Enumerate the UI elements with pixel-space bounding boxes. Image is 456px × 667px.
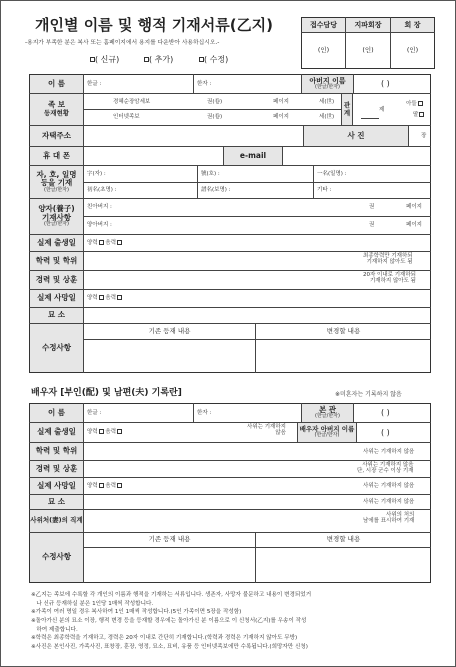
checkbox-icon — [117, 295, 122, 300]
branch-1-gen[interactable]: 세(世) — [319, 99, 335, 105]
photo-label: 사 진 — [347, 130, 365, 140]
ho-field[interactable]: 號(호) : — [201, 171, 220, 177]
name-label: 이 름 — [47, 78, 66, 88]
revision-label: 수정사항 — [42, 342, 71, 352]
adopt-father-vol[interactable]: 권 — [369, 222, 375, 228]
spouse-birth-note: 사위는 기재하지 않음 — [247, 424, 286, 437]
birth-label: 실제 출생일 — [37, 237, 76, 247]
spouse-death-note: 사위는 기재하지 않음 — [363, 483, 415, 489]
spouse-education-note: 사위는 기재하지 않음 — [363, 449, 415, 455]
grave-label: 묘 소 — [47, 310, 66, 320]
footnote-line: ※학력은 최종학력을 기재하고, 경력은 20자 이내로 간단히 기재합니다.(학력과 경력은 기재하지 않아도 무방) — [31, 635, 298, 642]
branch-1-name: 경혜순장암세보 — [113, 99, 151, 105]
checkbox-icon — [117, 483, 122, 488]
birth-calendar[interactable]: 양력 음력 — [87, 240, 122, 246]
spouse-title: 배우자 [부인(配) 및 남편(夫) 기록란] — [31, 388, 182, 398]
approval-header-chairman: 회 장 — [391, 18, 434, 32]
spouse-changed-header: 변경할 내용 — [326, 535, 361, 544]
address-label: 자택주소 — [42, 130, 71, 140]
spouse-career-note: 사위는 기재하지 않음 단, 시장 군수 이상 기재 — [357, 462, 414, 475]
spouse-grave-note: 사위는 기재하지 않음 — [363, 499, 415, 505]
birth-father-field[interactable]: 친아버지 : — [87, 204, 112, 210]
checkbox-icon — [117, 429, 122, 434]
spouse-name-label: 이 름 — [47, 407, 66, 417]
branch-2-name: 인터넷족보 — [113, 114, 140, 120]
seal-branch[interactable]: (인) — [362, 45, 374, 54]
footnote-line: ※사진은 본인사진, 가족사진, 표창장, 훈장, 영정, 묘소, 묘비, 유품 등 인터넷족보에만 수록됩니다.(희망자만 신청) — [31, 643, 308, 650]
career-label: 경력 및 상훈 — [35, 274, 78, 284]
footnote-line: 나 신규 등재하실 분은 1인당 1매씩 작성합니다. — [31, 600, 154, 607]
bomyeong-field[interactable]: 譜名(보명) : — [201, 187, 231, 193]
spouse-hanja[interactable]: 한자 : — [197, 410, 212, 416]
career-note: 20자 이내로 기재하되 기재하지 않아도 됨 — [363, 272, 416, 285]
relation-label: 관계 — [343, 101, 351, 117]
adopt-father-field[interactable]: 양아버지 : — [87, 222, 112, 228]
spouse-grave-label: 묘 소 — [47, 496, 66, 506]
spouse-education-label: 학력 및 학위 — [35, 446, 78, 456]
checkbox-icon — [418, 101, 423, 106]
branch-1-vol[interactable]: 권(卷) — [207, 99, 223, 105]
spouse-origin-label: 본 관 (한글/한자) — [315, 404, 340, 420]
spouse-birth-calendar[interactable]: 양력 음력 — [87, 429, 122, 435]
changed-header: 변경할 내용 — [326, 326, 361, 335]
photo-count[interactable]: 장 — [421, 133, 427, 139]
sawi-note: 사위의 처의 남에를 표시하여 기재 — [363, 512, 415, 525]
footnote-line: ※돌아가신 분의 묘소 이장, 행적 변경 등을 등재할 경우에는 돌아가신 분 이름으로 이 신청서(乙지)를 우송이 작성 — [31, 617, 307, 624]
adoption-label: 양자(養子) 기재사항 (한글/한자) — [38, 204, 75, 228]
footnote-line: 하여 제출합니다. — [31, 626, 78, 633]
gita-field[interactable]: 기타 : — [317, 187, 332, 193]
type-option-new[interactable]: ( 신규) — [89, 56, 119, 64]
spouse-father-label: 배우자 아버지 이름 (한글/한자) — [299, 424, 355, 439]
checkbox-icon — [99, 483, 104, 488]
spouse-hangul[interactable]: 한글 : — [87, 410, 102, 416]
spouse-death-calendar[interactable]: 양력 음력 — [87, 483, 122, 489]
branch-2-page[interactable]: 페이지 — [273, 114, 289, 120]
birth-father-page[interactable]: 페이지 — [406, 204, 422, 210]
checkbox-icon — [419, 112, 424, 117]
type-option-edit[interactable]: ( 수정) — [198, 56, 228, 64]
approval-header-branch: 지파회장 — [346, 18, 390, 32]
spouse-revision-label: 수정사항 — [42, 552, 71, 562]
genealogy-label: 족 보 등재현황 — [43, 100, 70, 118]
father-name-label: 아버지 이름 (한글/한자) — [309, 77, 346, 91]
footnote-line: ※가족이 여러 명일 경우 복사하여 1인 1매씩 작성합니다.(5인 가족이면 5장을 작성함) — [31, 609, 242, 616]
spouse-father-value[interactable]: ( ) — [381, 428, 390, 437]
ilmyeong-field[interactable]: 一名(일명) : — [317, 171, 347, 177]
footnote-line: ※乙지는 족보에 수록할 각 개인의 이름과 행적을 기재하는 서류입니다. 생존자, 사망자 불문하고 내용이 변경되었거 — [31, 592, 312, 598]
spouse-existing-header: 기존 등재 내용 — [148, 535, 191, 544]
email-label: e-mail — [239, 150, 267, 160]
father-name-value[interactable]: ( ) — [381, 79, 390, 88]
ja-field[interactable]: 字(자) : — [87, 171, 106, 177]
approval-header-receiver: 접수담당 — [302, 18, 345, 32]
name-hangul[interactable]: 한글 : — [87, 81, 102, 87]
branch-2-vol[interactable]: 권(卷) — [207, 114, 223, 120]
checkbox-icon — [99, 429, 104, 434]
type-option-add[interactable]: ( 추가) — [143, 56, 173, 64]
branch-2-gen[interactable]: 세(世) — [319, 114, 335, 120]
existing-header: 기존 등재 내용 — [148, 326, 191, 335]
page-title: 개인별 이름 및 행적 기재서류(乙지) — [35, 16, 273, 34]
checkbox-icon — [117, 240, 122, 245]
relation-son[interactable]: 아들 — [406, 101, 423, 107]
seal-receiver[interactable]: (인) — [317, 45, 330, 54]
page-subtitle: -용지가 부족한 분은 복사 또는 홈페이지에서 용지를 다운받아 사용하십시오.- — [25, 40, 220, 46]
relation-order[interactable]: 제 — [379, 107, 385, 113]
birth-father-vol[interactable]: 권 — [369, 204, 375, 210]
spouse-birth-label: 실제 출생일 — [37, 427, 76, 437]
name-hanja[interactable]: 한자 : — [197, 81, 212, 87]
checkbox-icon — [99, 295, 104, 300]
chomyeong-field[interactable]: 初名(초명) : — [87, 187, 117, 193]
education-note: 최종학력만 기재하되 기재하지 않아도 됨 — [363, 253, 413, 266]
relation-daughter[interactable]: 딸 — [413, 112, 424, 118]
education-label: 학력 및 학위 — [35, 255, 78, 265]
phone-label: 휴 대 폰 — [43, 150, 70, 160]
spouse-career-label: 경력 및 상훈 — [35, 463, 78, 473]
spouse-death-label: 실제 사망일 — [37, 480, 76, 490]
spouse-origin-value[interactable]: ( ) — [381, 408, 390, 417]
sawi-label: 사위처(妻)의 직계 — [30, 516, 83, 525]
branch-1-page[interactable]: 페이지 — [273, 99, 289, 105]
death-label: 실제 사망일 — [37, 293, 76, 303]
checkbox-icon — [99, 240, 104, 245]
footnotes — [31, 591, 431, 652]
spouse-note: ※미혼자는 기록하지 않음 — [335, 391, 402, 398]
adopt-father-page[interactable]: 페이지 — [406, 222, 422, 228]
death-calendar[interactable]: 양력 음력 — [87, 295, 122, 301]
names-label: 자, 호, 일명 등을 기재 (한글/한자) — [36, 169, 77, 193]
seal-chairman[interactable]: (인) — [406, 45, 419, 54]
